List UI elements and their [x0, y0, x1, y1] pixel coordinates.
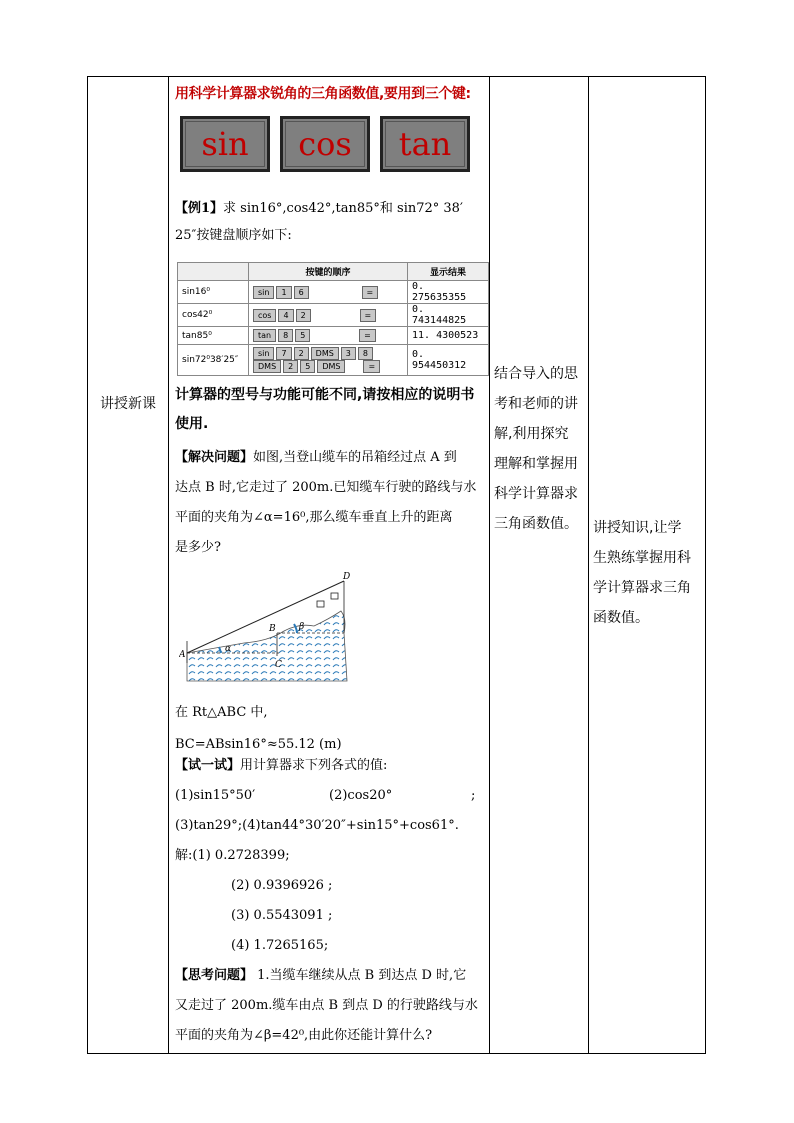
try-q2: (2)cos20° — [329, 788, 393, 803]
student-line: 理解和掌握用 — [494, 456, 578, 472]
key-chip: 2 — [294, 347, 309, 360]
row-label: sin72⁰38′25″ — [178, 345, 249, 376]
divider-1 — [168, 77, 169, 1053]
section-label: 讲授新课 — [100, 396, 156, 412]
key-chip: DMS — [253, 360, 281, 373]
key-chip: 1 — [276, 286, 291, 299]
label-b: B — [269, 624, 276, 634]
student-line: 三角函数值。 — [494, 516, 578, 532]
row-result: 0. 954450312 — [408, 345, 489, 376]
key-chip: 3 — [341, 347, 356, 360]
answer-line: (2) 0.9396926 ; — [231, 878, 333, 893]
teacher-line: 学计算器求三角 — [593, 580, 691, 596]
key-chip: 5 — [300, 360, 315, 373]
label-beta: β — [299, 622, 305, 632]
think-line: 【思考问题】 1.当缆车继续从点 B 到达点 D 时,它 — [175, 968, 467, 983]
example1-line2: 25″按键盘顺序如下: — [175, 228, 292, 243]
row-keys — [249, 281, 408, 304]
problem-line: 【解决问题】如图,当登山缆车的吊箱经过点 A 到 — [175, 450, 457, 465]
try-q1: (1)sin15°50′ — [175, 788, 256, 803]
key-chip: 8 — [358, 347, 373, 360]
key-chip: sin — [253, 286, 274, 299]
key-chip: 4 — [278, 309, 293, 322]
label-c: C — [275, 660, 282, 670]
table-header-cell: 显示结果 — [408, 263, 489, 281]
row-result: 11. 4300523 — [408, 327, 489, 345]
key-chip: = — [363, 360, 380, 373]
key-chip: 2 — [296, 309, 311, 322]
answer-line: 解:(1) 0.2728399; — [175, 848, 290, 863]
try-q12 — [175, 781, 489, 811]
solution-line: 在 Rt△ABC 中, — [175, 705, 268, 720]
key-chip: DMS — [311, 347, 339, 360]
student-activity — [494, 359, 589, 539]
tan-key: tan — [380, 116, 470, 172]
student-line: 结合导入的思 — [494, 366, 578, 382]
row-label: sin16⁰ — [178, 281, 249, 304]
try-section — [175, 751, 489, 961]
think-line: 又走过了 200m.缆车由点 B 到点 D 的行驶路线与水 — [175, 998, 478, 1013]
row-keys — [249, 304, 408, 327]
example1 — [175, 195, 489, 249]
row-label: cos42⁰ — [178, 304, 249, 327]
divider-3 — [588, 77, 589, 1053]
mountain-shape — [187, 611, 347, 681]
row-result: 0. 275635355 — [408, 281, 489, 304]
key-chip: 2 — [283, 360, 298, 373]
teacher-line: 讲授知识,让学 — [593, 520, 682, 536]
table-row — [178, 345, 489, 376]
think-section — [175, 961, 489, 1051]
key-chip: sin — [253, 347, 274, 360]
note-line: 使用. — [175, 416, 209, 432]
teacher-line: 生熟练掌握用科 — [593, 550, 691, 566]
try-q2-end: ; — [471, 788, 476, 803]
label-a: A — [179, 650, 186, 660]
key-chip: 6 — [294, 286, 309, 299]
row-keys — [249, 327, 408, 345]
keystroke-table — [177, 262, 489, 376]
student-line: 考和老师的讲 — [494, 396, 578, 412]
teacher-line: 函数值。 — [593, 610, 649, 626]
label-alpha: α — [225, 644, 232, 654]
problem-line: 达点 B 时,它走过了 200m.已知缆车行驶的路线与水 — [175, 480, 477, 495]
key-chip: 7 — [276, 347, 291, 360]
sin-key: sin — [180, 116, 270, 172]
problem-text — [175, 443, 489, 563]
lesson-table — [87, 76, 706, 1054]
try-title: 【试一试】用计算器求下列各式的值: — [175, 758, 388, 773]
note-line: 计算器的型号与功能可能不同,请按相应的说明书 — [175, 387, 475, 403]
example1-line1: 【例1】求 sin16°,cos42°,tan85°和 sin72° 38′ — [175, 201, 463, 216]
answer-line: (3) 0.5543091 ; — [231, 908, 333, 923]
key-chip: 5 — [295, 329, 310, 342]
table-row — [178, 304, 489, 327]
key-chip: = — [360, 309, 377, 322]
table-row — [178, 327, 489, 345]
table-header-row — [178, 263, 489, 281]
row-result: 0. 743144825 — [408, 304, 489, 327]
table-row — [178, 281, 489, 304]
problem-line: 平面的夹角为∠α=16⁰,那么缆车垂直上升的距离 — [175, 510, 453, 525]
key-chip: tan — [253, 329, 276, 342]
think-line: 平面的夹角为∠β=42⁰,由此你还能计算什么? — [175, 1028, 433, 1043]
row-keys — [249, 345, 408, 376]
key-chip: 8 — [278, 329, 293, 342]
key-chip: DMS — [317, 360, 345, 373]
key-chip: = — [362, 286, 379, 299]
solution-line: BC=ABsin16°≈55.12 (m) — [175, 737, 342, 752]
calculator-note — [175, 381, 489, 439]
table-header-cell — [178, 263, 249, 281]
cos-key: cos — [280, 116, 370, 172]
label-d: D — [343, 572, 351, 582]
key-chip: cos — [253, 309, 276, 322]
key-chip: = — [359, 329, 376, 342]
table-header-cell: 按键的顺序 — [249, 263, 408, 281]
keys-heading: 用科学计算器求锐角的三角函数值,要用到三个键: — [175, 86, 471, 102]
cable-car-box — [331, 593, 338, 599]
problem-line: 是多少? — [175, 540, 221, 555]
row-label: tan85⁰ — [178, 327, 249, 345]
teaching-intent — [593, 513, 705, 633]
cable-car-box — [317, 601, 324, 607]
divider-2 — [489, 77, 490, 1053]
cable-car-figure — [179, 571, 369, 683]
answer-line: (4) 1.7265165; — [231, 938, 329, 953]
student-line: 解,利用探究 — [494, 426, 569, 442]
student-line: 科学计算器求 — [494, 486, 578, 502]
try-q34: (3)tan29°;(4)tan44°30′20″+sin15°+cos61°. — [175, 818, 459, 833]
